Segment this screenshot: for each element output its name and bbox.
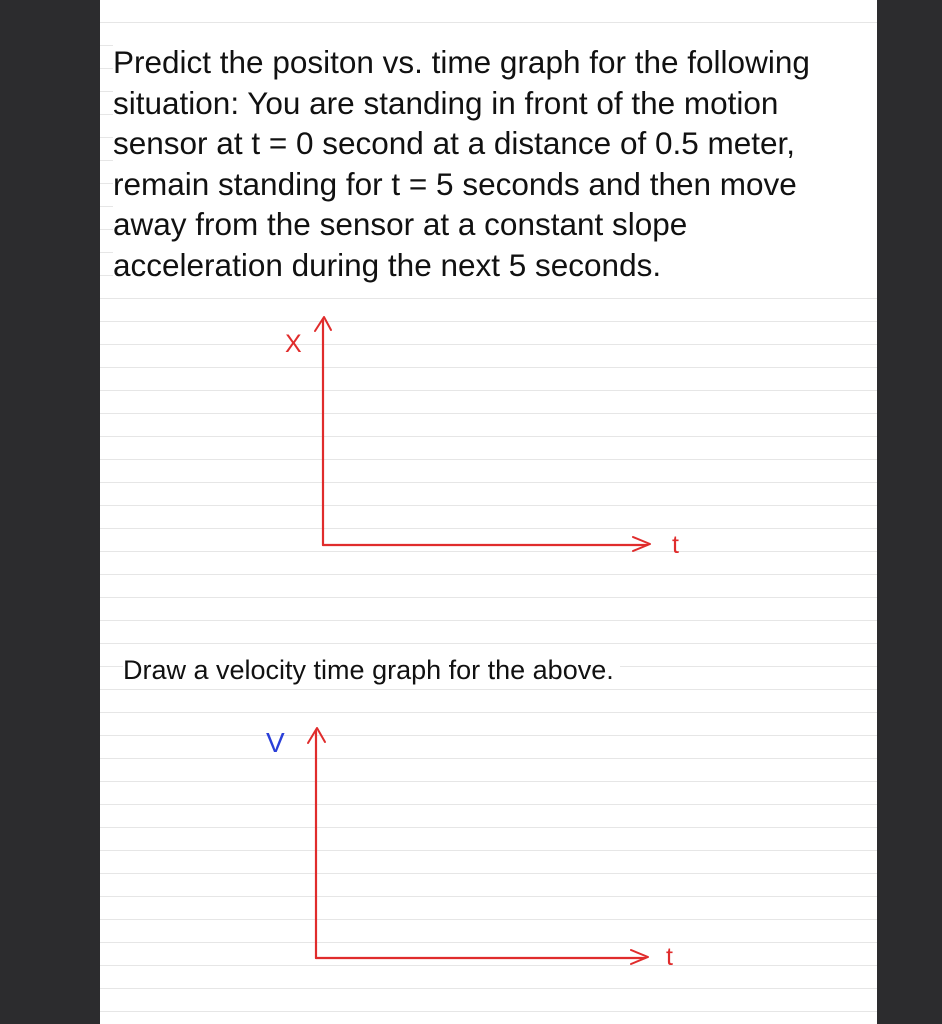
velocity-y-label: V — [266, 727, 285, 758]
velocity-graph — [266, 727, 673, 971]
question-text: Predict the positon vs. time graph for the following situation: You are standing in front of the motion sensor at t = 0 second at a distance of 0.5 meter, remain standing for t = 5 seconds and then move away from the sensor at a constant slope acceleration during the next 5 seconds. — [113, 42, 877, 285]
velocity-graph-prompt: Draw a velocity time graph for the above. — [123, 653, 620, 687]
position-graph — [285, 317, 679, 559]
handwritten-graphs — [100, 0, 877, 1024]
position-x-label: t — [672, 531, 679, 559]
velocity-x-label: t — [666, 943, 673, 971]
notebook-page — [100, 0, 877, 1024]
position-y-label: X — [285, 330, 302, 358]
